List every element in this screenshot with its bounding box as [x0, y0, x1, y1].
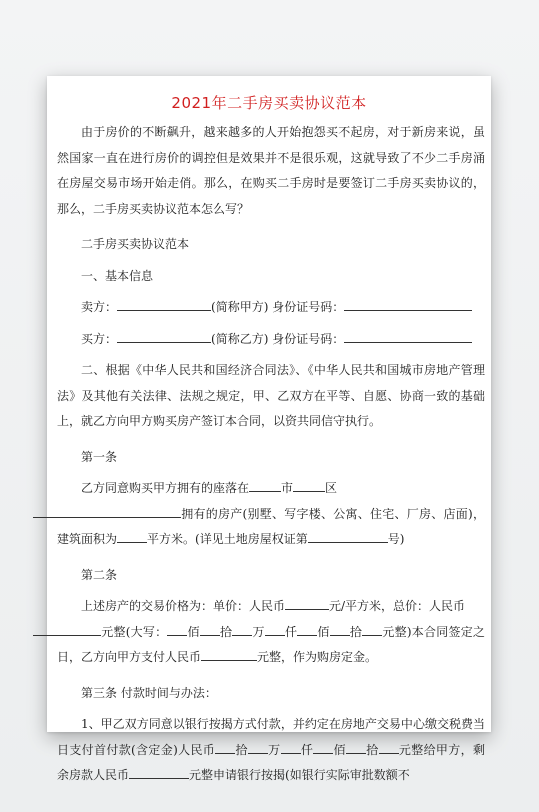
buyer-abbr: (简称乙方)	[211, 331, 269, 346]
amount-blank	[232, 622, 252, 636]
article2-text-k: 元整，作为购房定金。	[257, 650, 378, 664]
seller-line	[57, 295, 485, 321]
district-blank	[293, 478, 325, 492]
amount-blank	[313, 740, 333, 754]
section2-paragraph: 二、根据《中华人民共和国经济合同法》、《中华人民共和国城市房地产管理法》及其他有关法律、法规之规定，甲、乙双方在平等、自愿、协商一致的基础上，就乙方向甲方购买房产签订本合同，以资共同信守执行。	[57, 363, 485, 428]
city-blank	[249, 478, 281, 492]
amount-blank	[265, 622, 285, 636]
article3-text-h: 元整申请银行按揭(如银行实际审批数额不	[189, 768, 410, 782]
document-body	[57, 120, 485, 799]
unit-price-blank	[285, 596, 329, 610]
amount-blank	[200, 622, 220, 636]
article2-text-b: 元/平方米，总价：人民币	[329, 599, 466, 613]
article1-text-c: 区	[325, 481, 338, 495]
article1-heading: 第一条	[81, 449, 118, 464]
intro-paragraph: 由于房价的不断飙升，越来越多的人开始抱怨买不起房，对于新房来说，虽然国家一直在进行房价的调控但是效果并不是很乐观，这就导致了不少二手房涌在房屋交易市场开始走俏。那么，在购买二手房时是要签订二手房买卖协议的，那么，二手房买卖协议范本怎么写？	[57, 125, 485, 216]
article3-text-c: 万	[267, 742, 281, 757]
seller-id-blank	[344, 297, 472, 311]
article2-text-h: 佰	[317, 624, 330, 639]
deposit-blank	[201, 647, 257, 661]
amount-blank	[167, 622, 187, 636]
article3-text-f: 拾	[365, 742, 379, 757]
article1-text-e: 平方米。(详见土地房屋权证第	[147, 532, 308, 546]
article2-text-f: 万	[252, 624, 265, 639]
amount-blank	[215, 740, 235, 754]
article1-paragraph	[57, 476, 485, 553]
amount-blank	[297, 622, 317, 636]
buyer-id-blank	[344, 329, 472, 343]
seller-name-blank	[117, 297, 211, 311]
amount-blank	[346, 740, 366, 754]
amount-blank	[362, 622, 382, 636]
buyer-id-label: 身份证号码：	[272, 331, 345, 346]
seller-id-label: 身份证号码：	[272, 300, 345, 314]
document-page	[47, 76, 491, 782]
buyer-line	[57, 327, 485, 353]
template-heading: 二手房买卖协议范本	[81, 237, 190, 251]
article2-text-d: 佰	[187, 624, 200, 639]
certificate-number-blank	[308, 529, 388, 543]
section1-heading: 一、基本信息	[81, 268, 154, 283]
article3-text-e: 佰	[333, 742, 346, 757]
total-price-blank	[33, 622, 101, 636]
article2-text-i: 拾	[349, 624, 363, 639]
remaining-amount-blank	[129, 765, 189, 779]
seller-abbr: (简称甲方)	[211, 300, 269, 314]
article2-heading: 第二条	[81, 567, 118, 582]
seller-label: 卖方：	[81, 300, 118, 314]
article2-text-g: 仟	[284, 624, 298, 639]
article2-text-a: 上述房产的交易价格为：单价：人民币	[81, 599, 286, 613]
article1-text-a: 乙方同意购买甲方拥有的座落在	[81, 481, 250, 495]
article3-text-a: 1、甲乙双方同意以银行按揭方式付款，并约定在房地产交易中心缴交税费当日支付首付款(含定金)人民币	[57, 717, 485, 757]
buyer-name-blank	[117, 329, 211, 343]
article1-text-b: 市	[281, 481, 294, 495]
address-blank	[33, 504, 181, 518]
article3-paragraph	[57, 712, 485, 789]
article3-text-d: 仟	[300, 742, 314, 757]
amount-blank	[281, 740, 301, 754]
area-blank	[117, 529, 147, 543]
article2-paragraph	[57, 594, 485, 671]
article2-text-c: 元整(大写：	[101, 624, 168, 639]
buyer-label: 买方：	[81, 331, 118, 346]
article2-text-e: 拾	[219, 624, 233, 639]
article3-text-b: 拾	[235, 742, 248, 757]
amount-blank	[330, 622, 350, 636]
article2-text-j: 元整)本合同签定之日，乙方向甲方支付人民币	[57, 624, 485, 664]
amount-blank	[248, 740, 268, 754]
article1-text-d: 拥有的房产(别墅、写字楼、公寓、住宅、厂房、店面)，建筑面积为	[57, 506, 485, 546]
article3-text-g: 元整给甲方，剩余房款人民币	[57, 742, 485, 782]
article1-text-f: 号)	[387, 532, 405, 546]
article3-heading: 第三条 付款时间与办法：	[81, 685, 217, 700]
amount-blank	[379, 740, 399, 754]
document-title: 2021年二手房买卖协议范本	[171, 94, 367, 112]
